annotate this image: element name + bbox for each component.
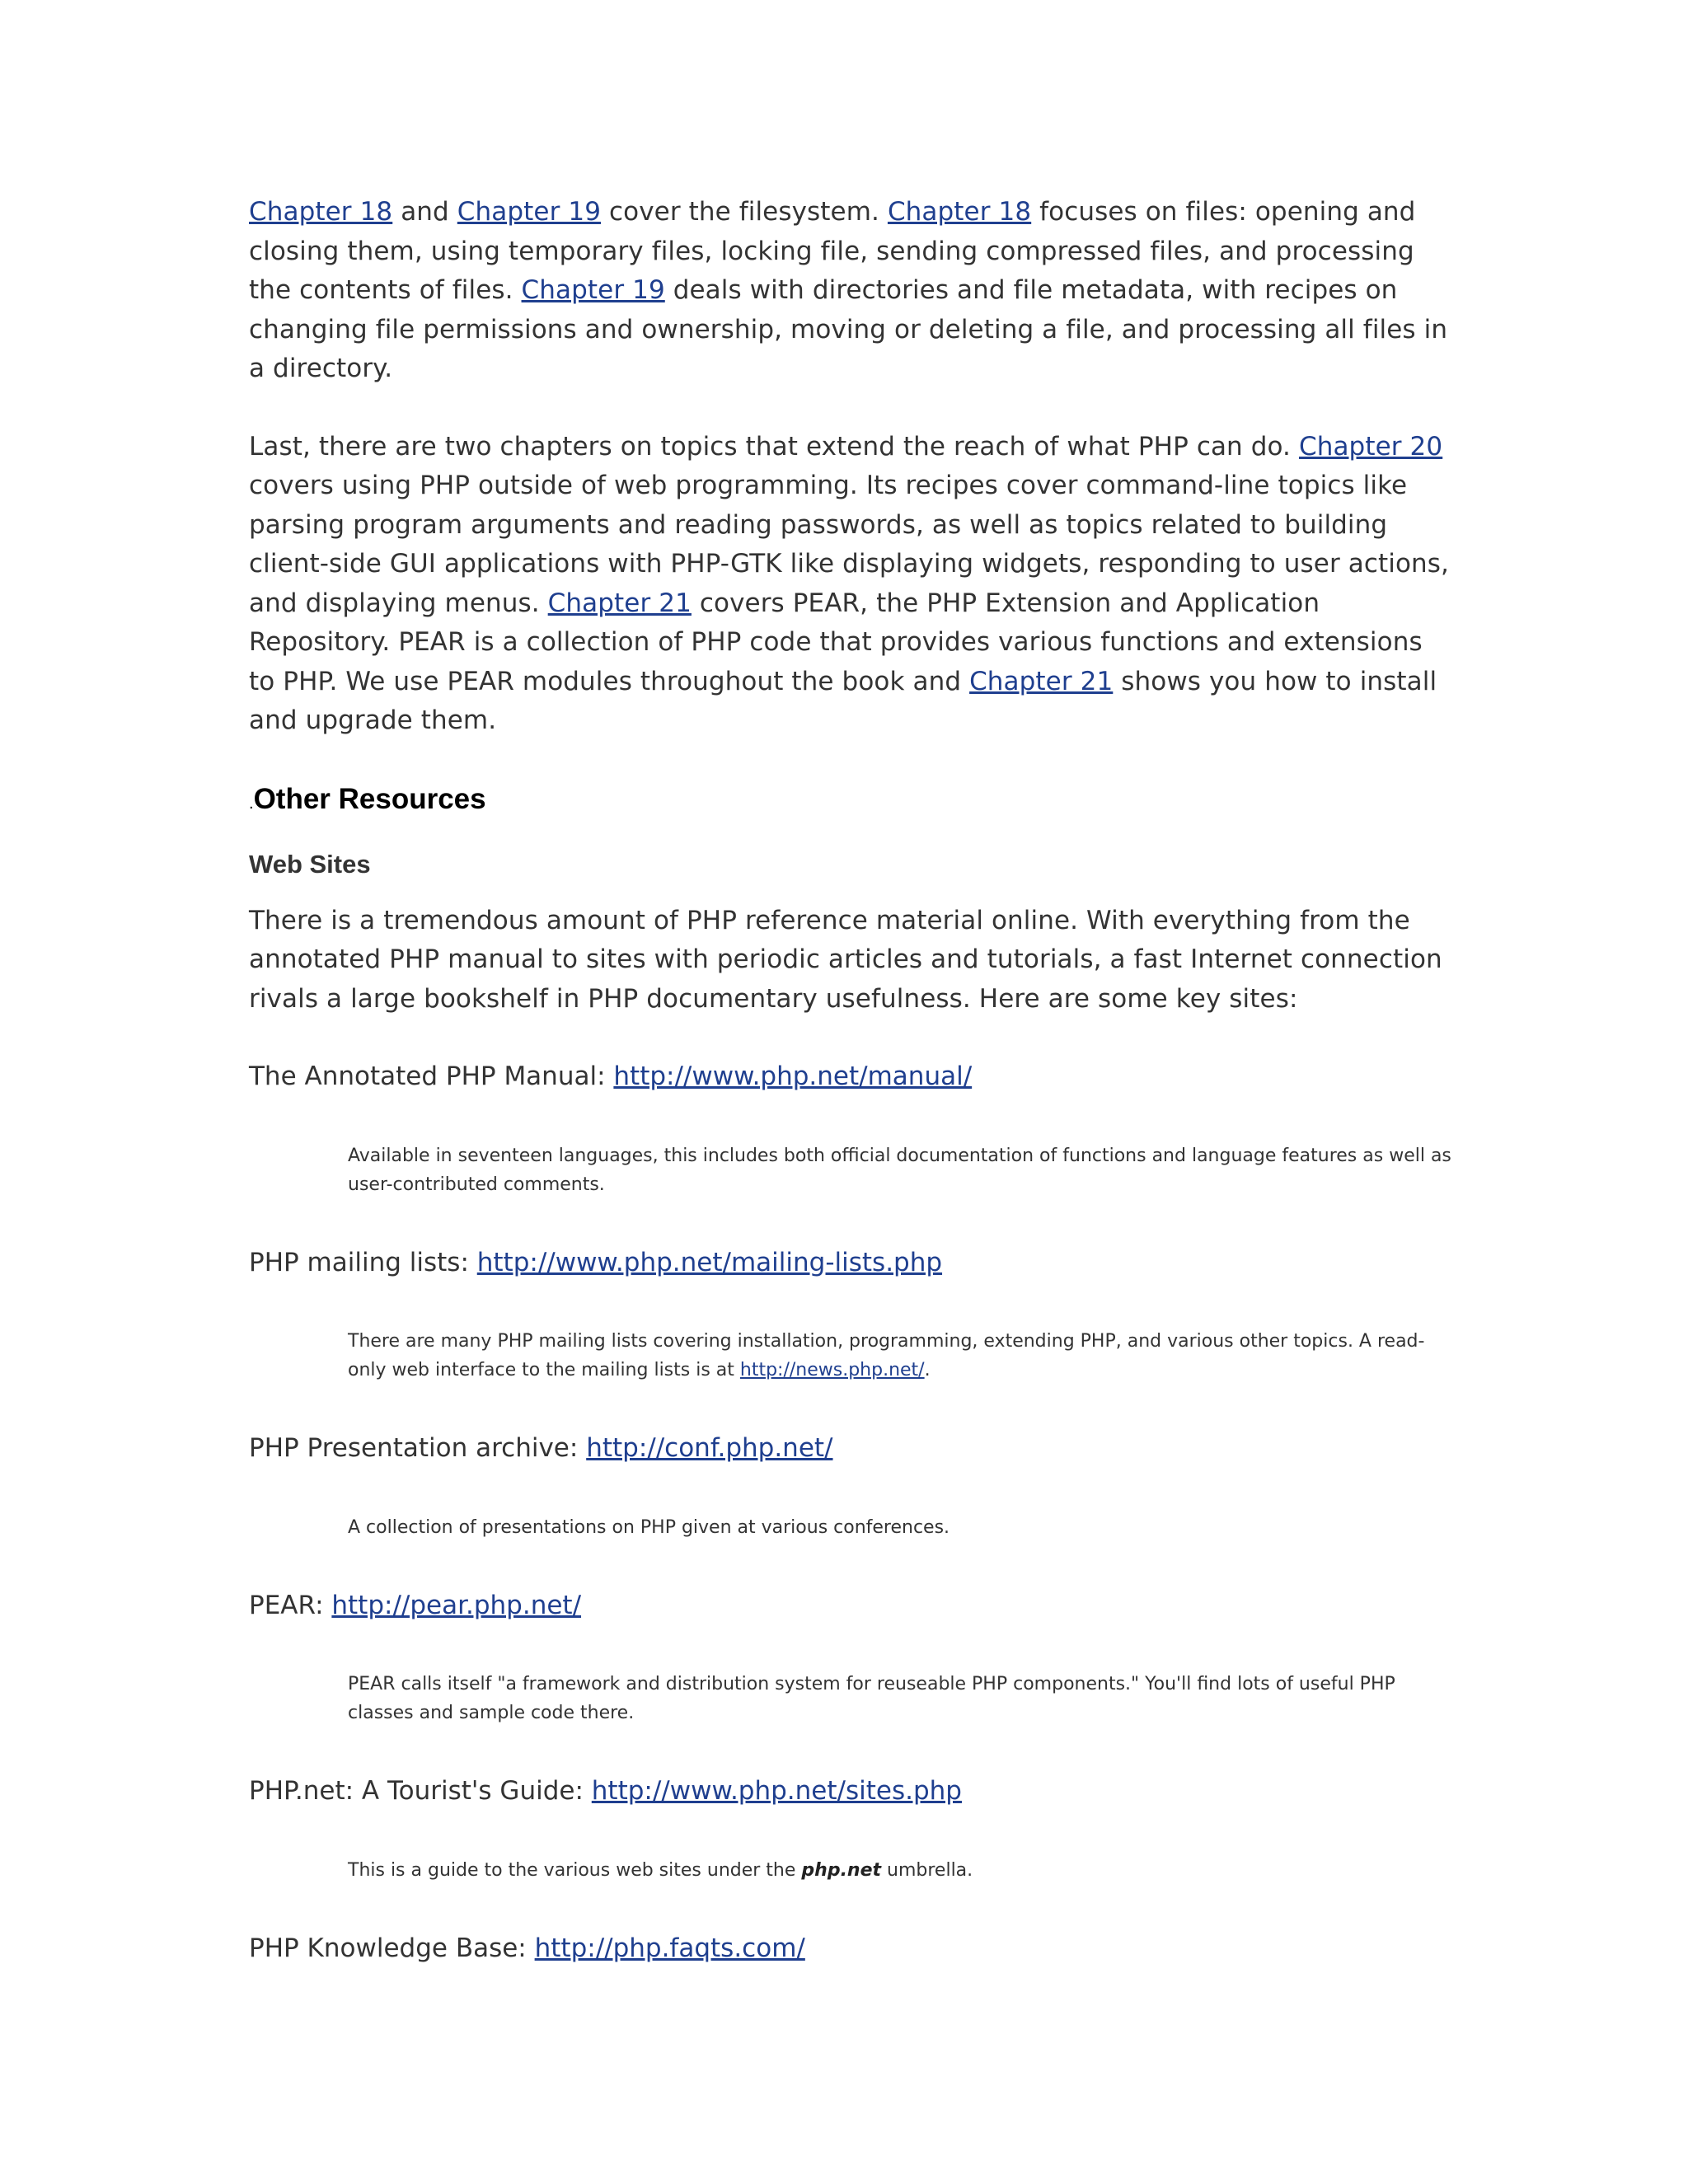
text: . <box>924 1360 931 1380</box>
site-description: Available in seventeen languages, this includes both official documentation of functions and language features as well as user-contributed comments. <box>348 1145 1451 1195</box>
site-url-link[interactable]: http://php.faqts.com/ <box>534 1933 805 1963</box>
text: umbrella. <box>881 1859 973 1881</box>
site-title <box>249 1586 1452 1626</box>
site-url-link[interactable]: http://pear.php.net/ <box>331 1590 582 1620</box>
text: This is a guide to the various web sites under the <box>348 1859 802 1881</box>
section-heading <box>249 780 1452 823</box>
site-url-link[interactable]: http://www.php.net/mailing-lists.php <box>476 1247 943 1277</box>
document-content <box>249 193 1452 1968</box>
bold-term: php.net <box>801 1859 882 1881</box>
web-sites-intro: There is a tremendous amount of PHP reference material online. With everything from the annotated PHP manual to sites with periodic articles and tutorials, a fast Internet connection rivals a large bookshelf in PHP documentary usefulness. Here are some key sites: <box>249 905 1442 1014</box>
site-label: PHP mailing lists: <box>249 1247 477 1277</box>
site-entry-pear <box>249 1586 1452 1728</box>
site-entry-mailing-lists <box>249 1244 1452 1385</box>
site-label: PHP Presentation archive: <box>249 1433 587 1463</box>
site-title <box>249 1244 1452 1283</box>
site-label: PHP.net: A Tourist's Guide: <box>249 1776 592 1806</box>
site-title <box>249 1429 1452 1469</box>
extensions-paragraph <box>249 428 1452 741</box>
text: shows you how to install and upgrade them. <box>249 666 1437 735</box>
chapter-19-link[interactable]: Chapter 19 <box>521 275 665 305</box>
text: and <box>392 197 457 227</box>
site-title <box>249 1772 1452 1811</box>
site-url-link[interactable]: http://conf.php.net/ <box>586 1433 833 1463</box>
site-description <box>348 1856 1452 1885</box>
text: cover the filesystem. <box>601 197 888 227</box>
chapter-20-link[interactable]: Chapter 20 <box>1298 431 1443 462</box>
text: focuses on files: opening and closing them, using temporary files, locking file, sending compressed files, and processing the contents of files. <box>249 197 1416 305</box>
heading-anchor-dot: . <box>249 794 254 813</box>
section-title: Other Resources <box>253 782 486 815</box>
chapter-19-link[interactable]: Chapter 19 <box>457 197 602 227</box>
subsection-heading: Web Sites <box>249 849 371 879</box>
chapter-21-link[interactable]: Chapter 21 <box>547 588 692 618</box>
chapter-21-link[interactable]: Chapter 21 <box>969 666 1114 696</box>
text: deals with directories and file metadata, with recipes on changing file permissions and ownership, moving or deleting a file, and processing all files in a directory. <box>249 275 1448 383</box>
text: covers PEAR, the PHP Extension and Application Repository. PEAR is a collection of PHP code that provides various functions and extensions to PHP. We use PEAR modules throughout the book and <box>249 588 1423 696</box>
chapter-18-link[interactable]: Chapter 18 <box>887 197 1032 227</box>
site-entry-manual <box>249 1057 1452 1199</box>
site-title <box>249 1929 1452 1969</box>
site-title <box>249 1057 1452 1097</box>
filesystem-paragraph <box>249 193 1452 389</box>
site-entry-tourist-guide <box>249 1772 1452 1885</box>
chapter-18-link[interactable]: Chapter 18 <box>249 197 393 227</box>
site-url-link[interactable]: http://www.php.net/sites.php <box>591 1776 962 1806</box>
text: Last, there are two chapters on topics that extend the reach of what PHP can do. <box>249 431 1299 462</box>
site-label: PHP Knowledge Base: <box>249 1933 535 1963</box>
site-entry-presentation-archive <box>249 1429 1452 1542</box>
site-url-link[interactable]: http://www.php.net/manual/ <box>613 1062 973 1091</box>
site-label: PEAR: <box>249 1590 332 1620</box>
text: covers using PHP outside of web programming. Its recipes cover command-line topics like parsing program arguments and reading passwords, as well as topics related to building client-side GUI applications with PHP-GTK like displaying widgets, responding to user actions, and displaying menus. <box>249 471 1450 618</box>
site-entry-knowledge-base <box>249 1929 1452 1969</box>
site-description <box>348 1327 1452 1385</box>
news-link[interactable]: http://news.php.net/ <box>739 1360 925 1380</box>
text: There are many PHP mailing lists covering installation, programming, extending PHP, and various other topics. A read-only web interface to the mailing lists is at <box>348 1331 1425 1380</box>
site-label: The Annotated PHP Manual: <box>249 1062 614 1091</box>
site-description: PEAR calls itself "a framework and distribution system for reuseable PHP components." You'll find lots of useful PHP classes and sample code there. <box>348 1674 1395 1723</box>
site-description: A collection of presentations on PHP given at various conferences. <box>348 1516 950 1538</box>
